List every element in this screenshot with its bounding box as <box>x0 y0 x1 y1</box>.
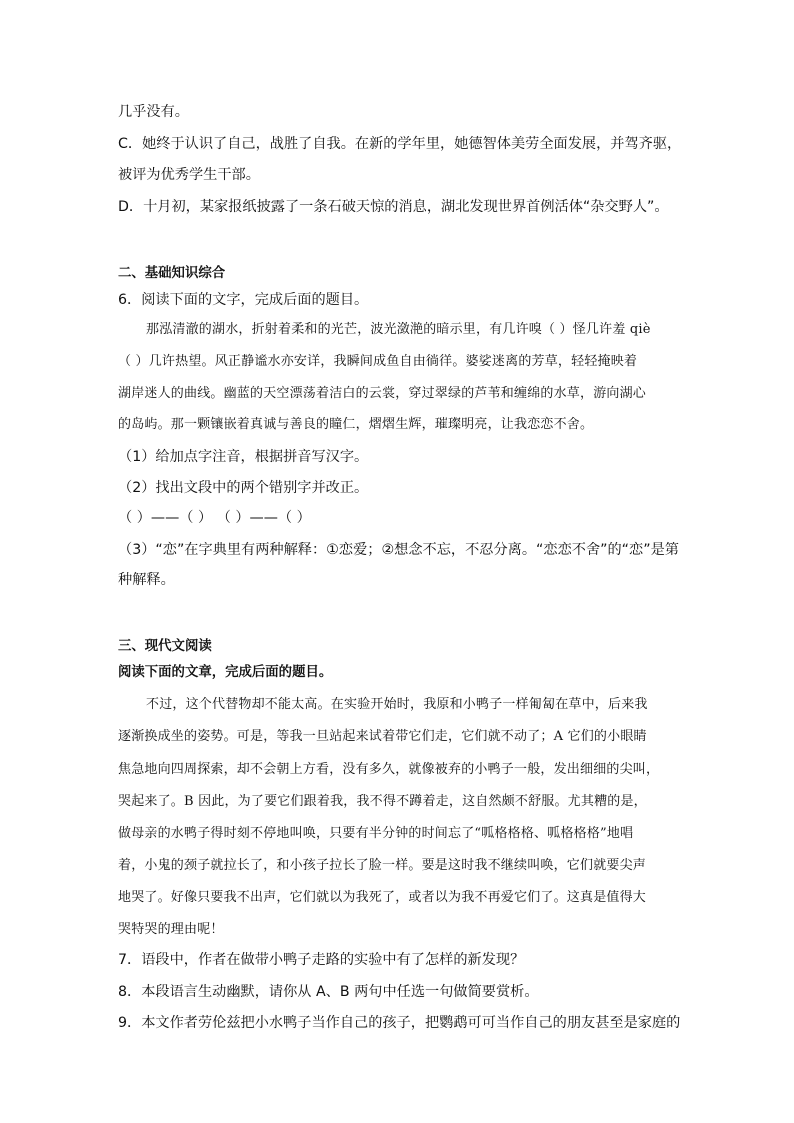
passage1-line: 的岛屿。那一颗镶嵌着真诚与善良的瞳仁，熠熠生辉，璀璨明亮，让我恋恋不舍。 <box>118 417 594 432</box>
q6-sub3-line1: （3）“恋”在字典里有两种解释：①恋爱；②想念不忘，不忍分离。“恋恋不舍”的“恋”是第 <box>118 542 679 558</box>
passage2-line: 着，小鬼的颈子就拉长了，和小孩子拉长了脸一样。要是这时我不继续叫唤，它们就要尖声 <box>118 858 647 873</box>
passage1-line: 那泓清澈的湖水，折射着柔和的光芒，波光潋滟的暗示里，有几许嗅（ ）怪几许羞 qiè <box>146 322 651 337</box>
passage2-line: 焦急地向四周探索，却不会朝上方看，没有多久，就像被弃的小鸭子一般，发出细细的尖叫， <box>118 762 660 777</box>
section2-heading: 二、基础知识综合 <box>118 266 226 281</box>
q6-stem: 6．阅读下面的文字，完成后面的题目。 <box>118 292 369 308</box>
option-c-line1: C．她终于认识了自己，战胜了自我。在新的学年里，她德智体美劳全面发展，并驾齐驱， <box>118 136 682 152</box>
passage2-line: 不过，这个代替物却不能太高。在实验开始时，我原和小鸭子一样匍匐在草中，后来我 <box>146 697 648 712</box>
section3-instruction: 阅读下面的文章，完成后面的题目。 <box>118 665 333 680</box>
passage2-line: 地哭了。好像只要我不出声，它们就以为我死了，或者以为我不再爱它们了。这真是值得大 <box>118 890 647 905</box>
passage1-line: 湖岸迷人的曲线。幽蓝的天空漂荡着洁白的云裳，穿过翠绿的芦苇和缠绵的水草，游向湖心 <box>118 386 647 401</box>
option-b-continuation: 几乎没有。 <box>118 104 189 120</box>
q6-sub1: （1）给加点字注音，根据拼音写汉字。 <box>118 449 369 465</box>
section3-heading: 三、现代文阅读 <box>118 639 212 654</box>
q6-answer-blanks: （ ）——（ ） （ ）——（ ） <box>118 510 311 526</box>
question-7: 7．语段中，作者在做带小鸭子走路的实验中有了怎样的新发现？ <box>118 952 525 968</box>
option-d: D．十月初，某家报纸披露了一条石破天惊的消息，湖北发现世界首例活体“杂交野人”。 <box>118 199 669 215</box>
q6-sub3-line2: 种解释。 <box>118 572 175 588</box>
question-9: 9．本文作者劳伦兹把小水鸭子当作自己的孩子，把鹦鹉可可当作自己的朋友甚至是家庭的 <box>118 1015 681 1031</box>
passage2-line: 哭特哭的理由呢！ <box>118 922 224 937</box>
passage2-line: 哭起来了。B 因此，为了要它们跟着我，我不得不蹲着走，这自然颇不舒服。尤其糟的是， <box>118 794 647 809</box>
passage2-line: 逐渐换成坐的姿势。可是，等我一旦站起来试着带它们走，它们就不动了；A 它们的小眼睛 <box>118 729 647 744</box>
passage1-line: （ ）几许热望。风正静谧水亦安详，我瞬间成鱼自由徜徉。婆娑迷离的芳草，轻轻掩映着 <box>118 354 638 369</box>
question-8: 8．本段语言生动幽默，请你从 A、B 两句中任选一句做简要赏析。 <box>118 984 539 1000</box>
option-c-line2: 被评为优秀学生干部。 <box>118 167 260 183</box>
passage2-line: 做母亲的水鸭子得时刻不停地叫唤，只要有半分钟的时间忘了“呱格格格、呱格格格”地唱 <box>118 826 634 841</box>
q6-sub2: （2）找出文段中的两个错别字并改正。 <box>118 480 369 496</box>
